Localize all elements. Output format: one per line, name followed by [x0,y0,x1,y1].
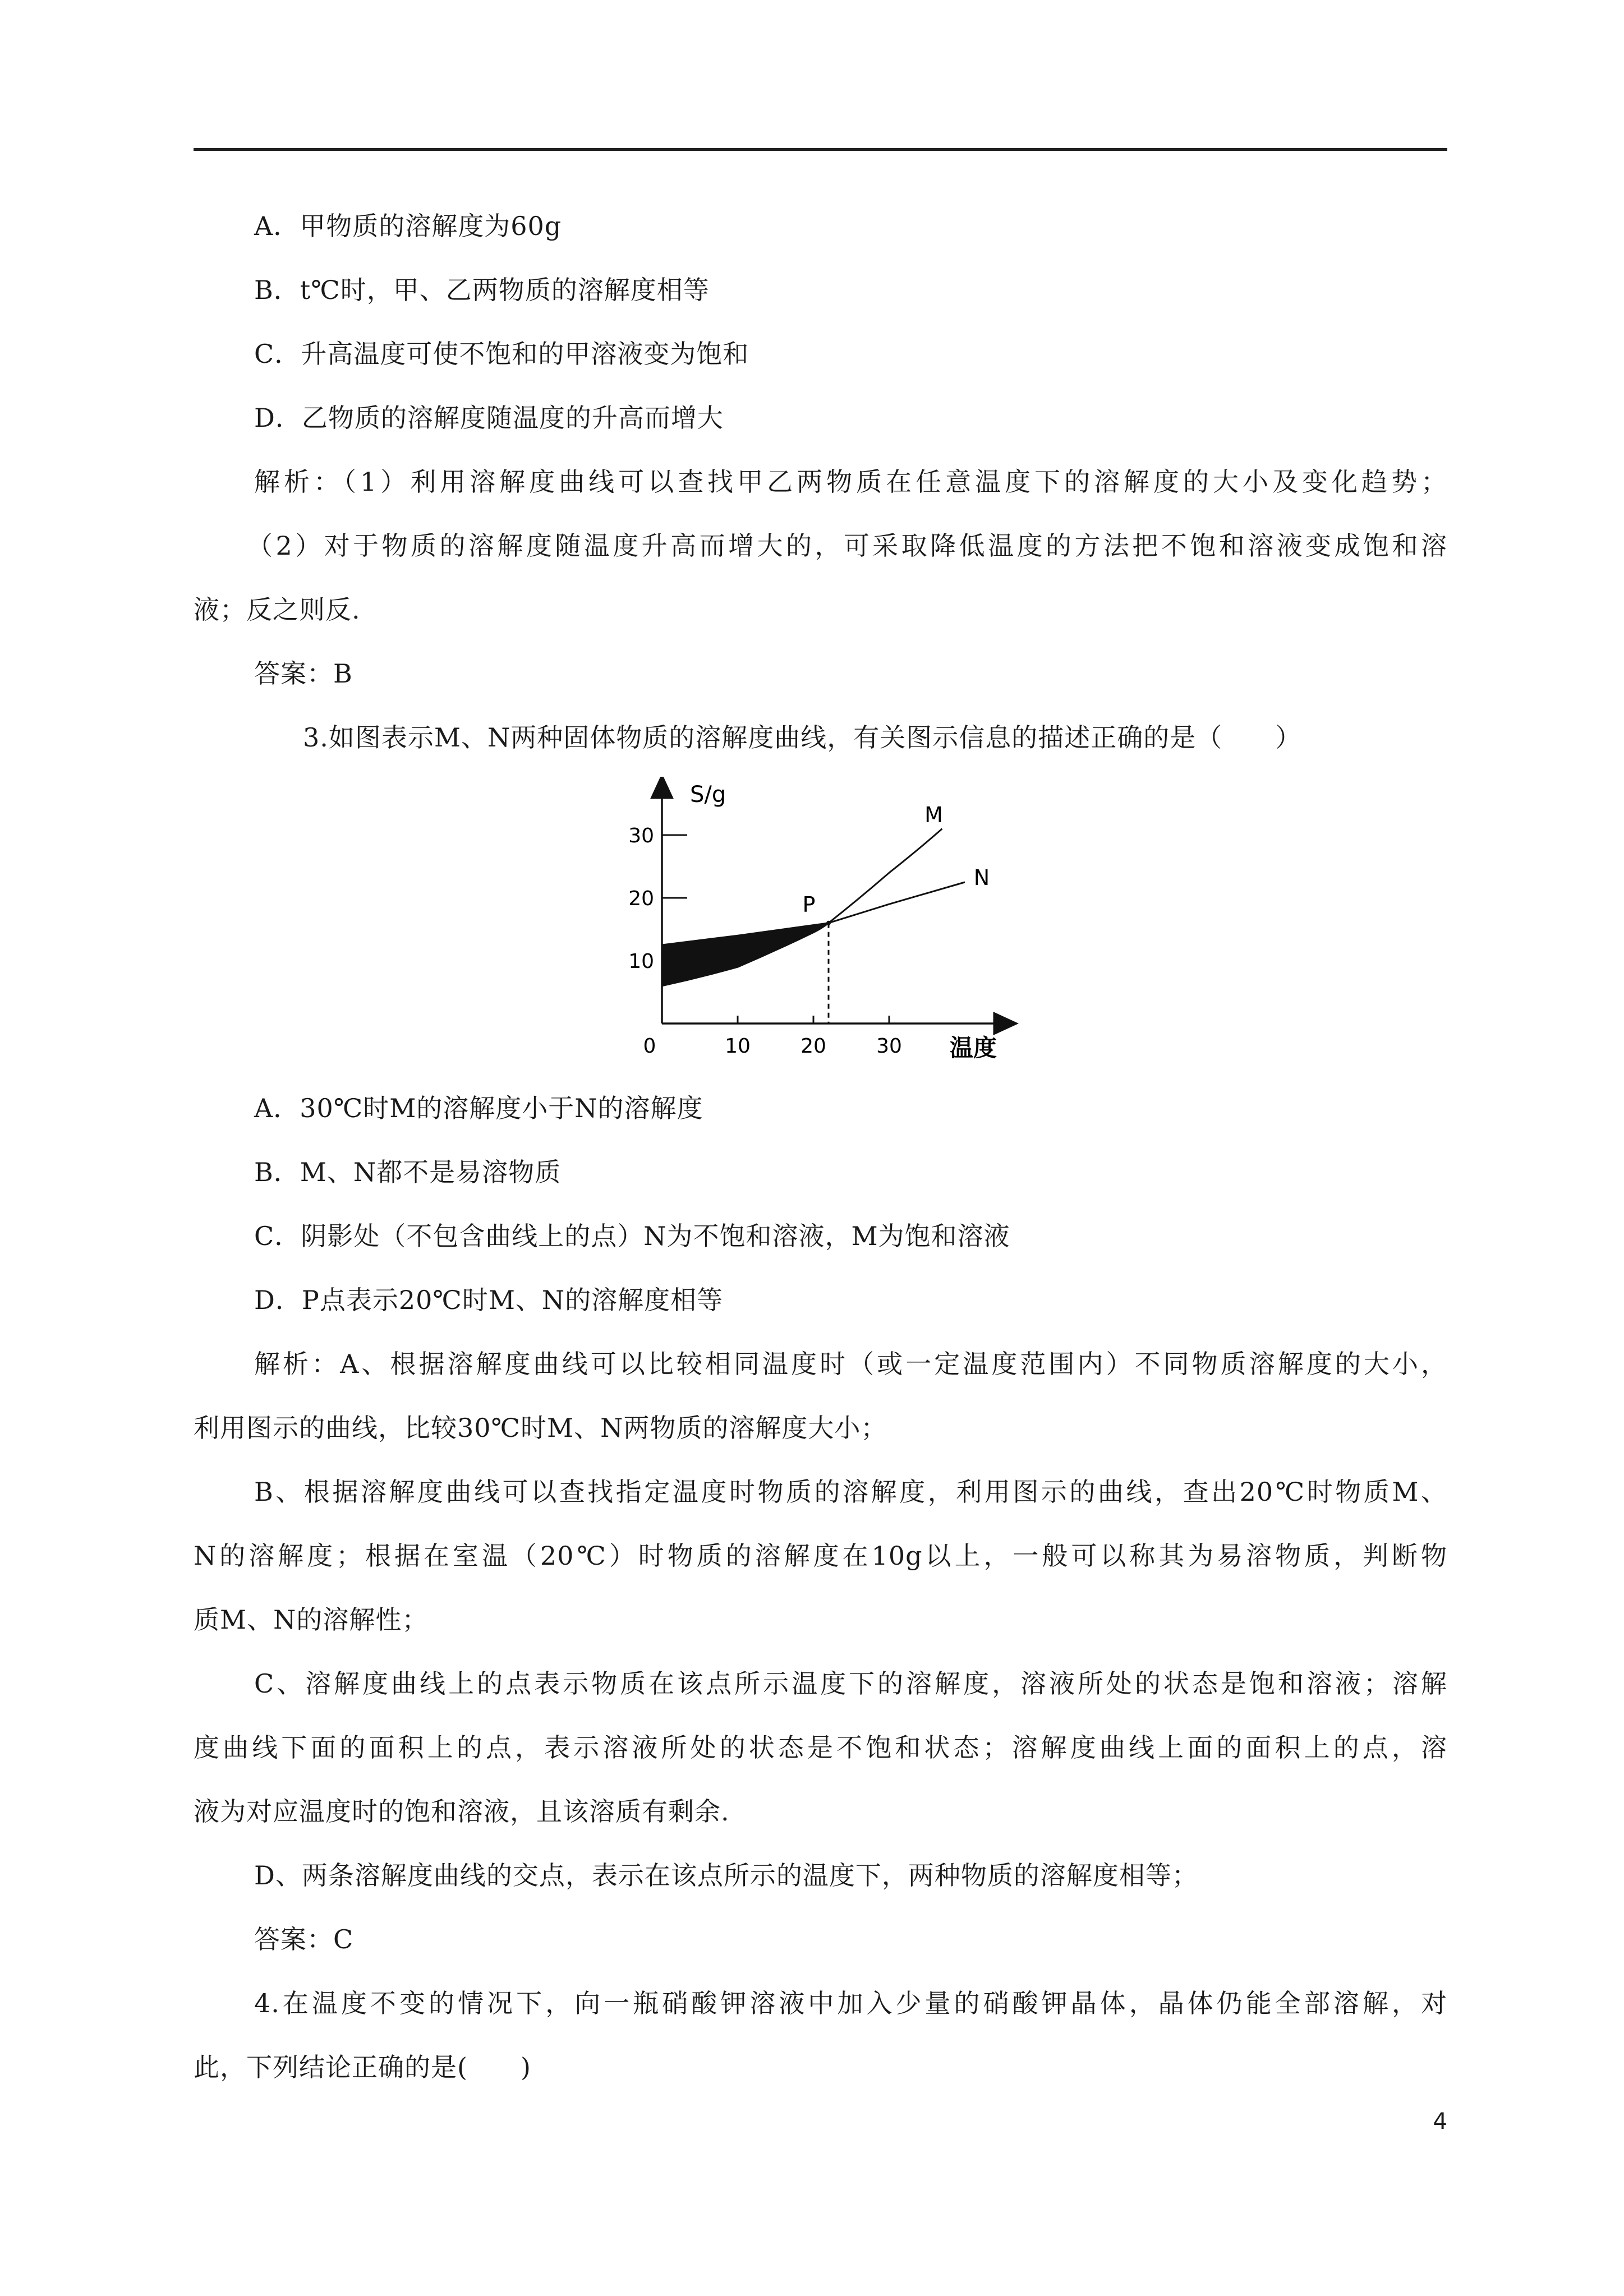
q3-option-a: A．30℃时M的溶解度小于N的溶解度 [254,1093,703,1123]
q3-analysis-line-2: 利用图示的曲线，比较30℃时M、N两物质的溶解度大小； [194,1413,887,1443]
x-tick-label: 20 [801,1035,826,1058]
curve-n-label: N [973,865,990,890]
curve-m-label: M [924,802,943,827]
q3-analysis-line-1: 解析：A、根据溶解度曲线可以比较相同温度时（或一定温度范围内）不同物质溶解度的大小， [254,1349,1447,1379]
q3-question: 3.如图表示M、N两种固体物质的溶解度曲线，有关图示信息的描述正确的是（ ） [303,722,1302,753]
q3-analysis-line-6: C、溶解度曲线上的点表示物质在该点所示温度下的溶解度，溶液所处的状态是饱和溶液；溶解 [254,1668,1447,1699]
page-number: 4 [1433,2109,1447,2134]
q2-option-a: A．甲物质的溶解度为60g [254,211,562,241]
x-tick-label: 10 [725,1035,751,1058]
q3-analysis-line-9: D、两条溶解度曲线的交点，表示在该点所示的温度下，两种物质的溶解度相等； [254,1860,1198,1891]
q3-option-d: D．P点表示20℃时M、N的溶解度相等 [254,1285,724,1315]
y-tick-label: 20 [628,887,654,910]
q3-option-c: C．阴影处（不包含曲线上的点）N为不饱和溶液，M为饱和溶液 [254,1221,1010,1251]
q2-option-d: D．乙物质的溶解度随温度的升高而增大 [254,403,724,433]
q2-option-b: B．t℃时，甲、乙两物质的溶解度相等 [254,275,710,305]
x-axis-label: 温度 [949,1034,997,1062]
q3-option-b: B．M、N都不是易溶物质 [254,1157,562,1187]
q4-question-line-1: 4.在温度不变的情况下，向一瓶硝酸钾溶液中加入少量的硝酸钾晶体，晶体仍能全部溶解，对 [254,1988,1447,2018]
x-tick-label: 30 [876,1035,902,1058]
point-p [826,921,831,925]
q3-analysis-line-4: N的溶解度；根据在室温（20℃）时物质的溶解度在10g以上，一般可以称其为易溶物质，判断物 [194,1541,1447,1571]
y-tick-label: 30 [628,824,654,847]
q2-analysis-line-3: 液；反之则反. [194,594,361,625]
point-p-label: P [802,892,816,917]
q3-analysis-line-8: 液为对应温度时的饱和溶液，且该溶质有剩余. [194,1796,730,1827]
x-tick-label: 0 [643,1035,656,1058]
y-tick-label: 10 [628,950,654,973]
q3-answer: 答案：C [254,1924,354,1954]
q3-analysis-line-7: 度曲线下面的面积上的点，表示溶液所处的状态是不饱和状态；溶解度曲线上面的面积上的点，溶 [194,1732,1447,1763]
q2-analysis-line-2: （2）对于物质的溶解度随温度升高而增大的，可采取降低温度的方法把不饱和溶液变成饱和溶 [247,531,1447,561]
shaded-region [662,923,829,986]
q2-option-c: C．升高温度可使不饱和的甲溶液变为饱和 [254,339,749,369]
solubility-chart [606,777,1027,1068]
q3-analysis-line-3: B、根据溶解度曲线可以查找指定温度时物质的溶解度，利用图示的曲线，查出20℃时物质M、 [254,1477,1447,1507]
q2-answer: 答案：B [254,658,353,689]
y-axis-label: S/g [690,782,726,808]
q4-question-line-2: 此，下列结论正确的是( ) [194,2052,531,2082]
q3-analysis-line-5: 质M、N的溶解性； [194,1605,429,1635]
solubility-curve-figure [606,777,1027,1068]
header-rule [194,148,1447,151]
q2-analysis-line-1: 解析：（1）利用溶解度曲线可以查找甲乙两物质在任意温度下的溶解度的大小及变化趋势； [254,467,1447,497]
